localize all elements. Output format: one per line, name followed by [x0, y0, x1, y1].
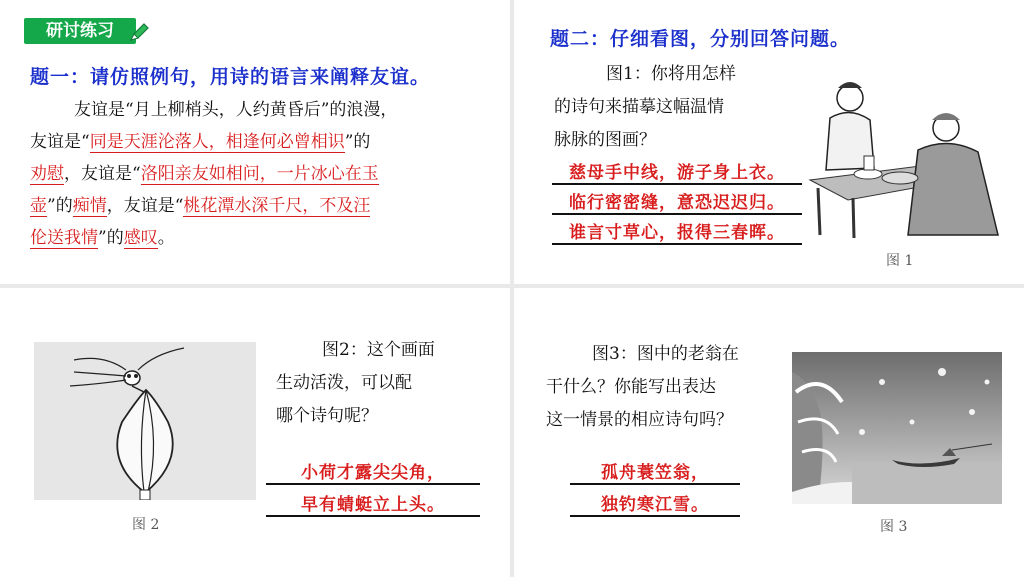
answer-blank: 同是天涯沦落人，相逢何必曾相识: [89, 132, 345, 152]
answer-blank: 洛阳亲友如相问，一片冰心在玉: [140, 164, 379, 184]
paragraph-line-2: [30, 126, 490, 158]
text: ，友谊是“: [64, 164, 141, 184]
prompt-line: 生动活泼，可以配: [276, 373, 412, 393]
figure-3-snowy-river-fisherman-image: [792, 352, 1002, 504]
figure-3-prompt: [546, 338, 796, 437]
figure-1-mother-sewing-image: [808, 70, 1004, 240]
answer-line-2: 早有蜻蜓立上头。: [266, 490, 480, 517]
figure-1-caption: 图 1: [886, 253, 914, 269]
figure-1-prompt: [554, 58, 814, 157]
text: 友谊是“: [30, 132, 90, 152]
prompt-line: 这一情景的相应诗句吗？: [546, 410, 733, 430]
answer-blank: 桃花潭水深千尺，不及汪: [183, 196, 371, 216]
prompt-line: 干什么？你能写出表达: [546, 377, 716, 397]
figure-2-dragonfly-lotus-image: [34, 342, 256, 500]
prompt-line: 图2：这个画面: [322, 340, 435, 360]
section-badge: 研讨练习: [24, 18, 136, 44]
paragraph-line-5: [30, 222, 490, 254]
answer-line-2: 独钓寒江雪。: [570, 490, 740, 517]
answer-line-1: 慈母手中线，游子身上衣。: [552, 158, 802, 185]
answer-line-1: 孤舟蓑笠翁，: [570, 458, 740, 485]
prompt-line: 的诗句来描摹这幅温情: [554, 97, 724, 117]
prompt-line: 图3：图中的老翁在: [592, 344, 739, 364]
panel-exercise-3: [0, 288, 510, 577]
text: ，友谊是“: [106, 196, 184, 216]
text: ”的: [344, 132, 371, 152]
figure-2-prompt: [276, 334, 496, 433]
text: ”的: [47, 196, 73, 216]
answer-blank: 感叹: [123, 228, 158, 248]
answer-line-1: 小荷才露尖尖角，: [266, 458, 480, 485]
pencil-icon: [128, 22, 150, 44]
text: 。: [157, 228, 175, 248]
answer-line-2: 临行密密缝，意恐迟迟归。: [552, 188, 802, 215]
prompt-line: 脉脉的图画？: [554, 130, 656, 150]
answer-blank: 痴情: [72, 196, 107, 216]
paragraph-line-3: [30, 158, 490, 190]
figure-3-caption: 图 3: [880, 519, 908, 535]
answer-blank: 壶: [30, 196, 47, 216]
answer-line-3: 谁言寸草心，报得三春晖。: [552, 218, 802, 245]
answer-blank: 劝慰: [30, 164, 64, 184]
answer-blank: 伦送我情: [30, 228, 98, 248]
text: 友谊是“月上柳梢头，人约黄昏后”的浪漫，: [74, 100, 398, 120]
question-2-title: 题二：仔细看图，分别回答问题。: [550, 28, 851, 50]
question-1-title: 题一：请仿照例句，用诗的语言来阐释友谊。: [30, 66, 431, 88]
question-1-body: [30, 94, 490, 254]
panel-exercise-1: [0, 0, 510, 284]
paragraph-line-4: [30, 190, 490, 222]
figure-2-caption: 图 2: [132, 517, 160, 533]
prompt-line: 哪个诗句呢？: [276, 406, 378, 426]
text: ”的: [98, 228, 124, 248]
prompt-line: 图1：你将用怎样: [606, 64, 736, 84]
paragraph-line-1: [30, 94, 490, 126]
panel-exercise-2: [514, 0, 1024, 284]
panel-exercise-4: [514, 288, 1024, 577]
